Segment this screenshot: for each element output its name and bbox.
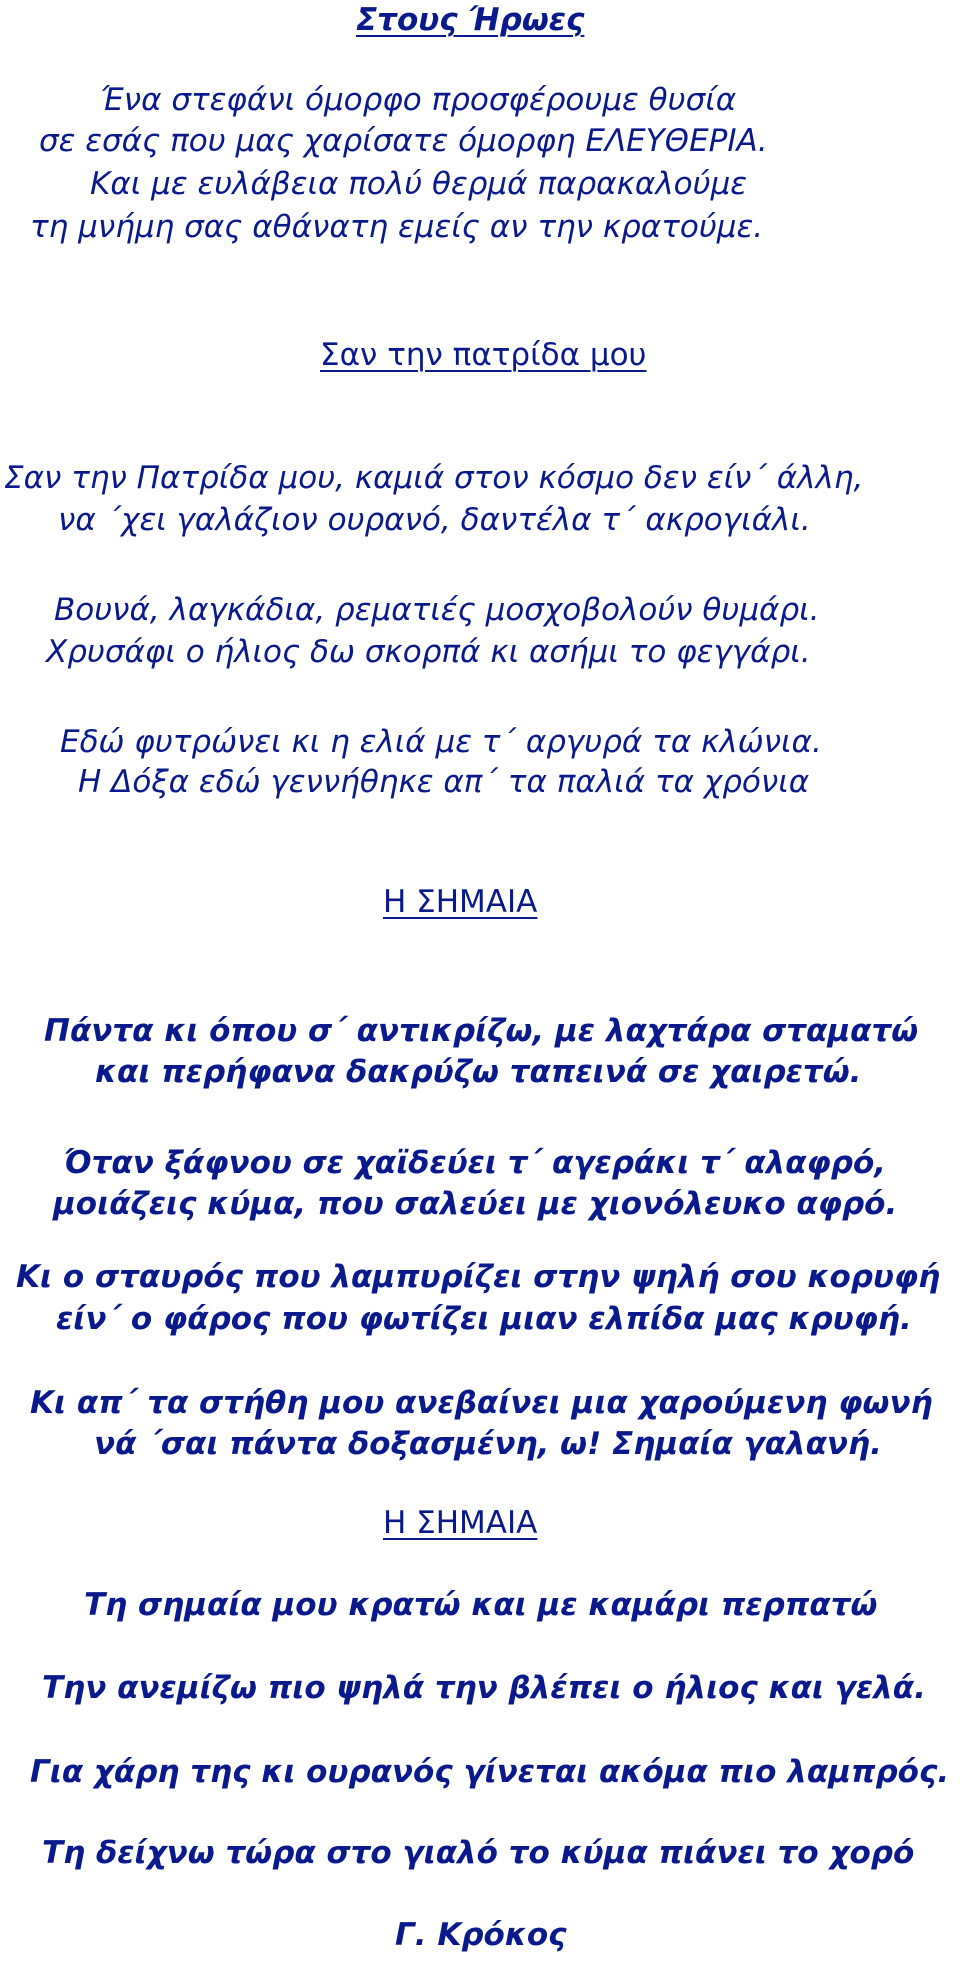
poem-2-line-3: Βουνά, λαγκάδια, ρεματιές μοσχοβολούν θυμάρι. xyxy=(54,592,820,628)
poem-3-line-5: Κι ο σταυρός που λαμπυρίζει στην ψηλή σου κορυφή xyxy=(16,1259,941,1295)
poem-1-line-2: σε εσάς που μας χαρίσατε όμορφη ΕΛΕΥΘΕΡΙΑ. xyxy=(39,123,768,159)
poem-3-line-3: Όταν ξάφνου σε χαϊδεύει τ΄ αγεράκι τ΄ αλαφρό, xyxy=(64,1145,887,1181)
poem-1-line-3: Και με ευλάβεια πολύ θερμά παρακαλούμε xyxy=(90,166,748,202)
poem-2-line-4: Χρυσάφι ο ήλιος δω σκορπά κι ασήμι το φεγγάρι. xyxy=(46,634,811,670)
poem-2-line-5: Εδώ φυτρώνει κι η ελιά με τ΄ αργυρά τα κλώνια. xyxy=(60,724,822,760)
poem-4-line-1: Τη σημαία μου κρατώ και με καμάρι περπατώ xyxy=(84,1587,878,1623)
poem-1-line-1: Ένα στεφάνι όμορφο προσφέρουμε θυσία xyxy=(100,82,737,118)
poem-3-title: Η ΣΗΜΑΙΑ xyxy=(383,884,538,920)
poem-3-line-8: νά ΄σαι πάντα δοξασμένη, ω! Σημαία γαλανή. xyxy=(94,1426,882,1462)
poem-4-title: Η ΣΗΜΑΙΑ xyxy=(383,1505,538,1541)
poem-3-line-2: και περήφανα δακρύζω ταπεινά σε χαιρετώ. xyxy=(95,1054,862,1090)
poem-2-line-1: Σαν την Πατρίδα μου, καμιά στον κόσμο δεν είν΄ άλλη, xyxy=(4,460,864,496)
poem-3-line-4: μοιάζεις κύμα, που σαλεύει με χιονόλευκο αφρό. xyxy=(53,1186,898,1222)
poem-2-title: Σαν την πατρίδα μου xyxy=(320,337,647,373)
poem-4-line-2: Την ανεμίζω πιο ψηλά την βλέπει ο ήλιος και γελά. xyxy=(42,1670,926,1706)
poem-3-line-7: Κι απ΄ τα στήθη μου ανεβαίνει μια χαρούμενη φωνή xyxy=(30,1385,933,1421)
poem-1-line-4: τη μνήμη σας αθάνατη εμείς αν την κρατούμε. xyxy=(30,209,764,245)
poem-2-line-2: να ΄χει γαλάζιον ουρανό, δαντέλα τ΄ ακρογιάλι. xyxy=(58,502,811,538)
poem-1-title: Στους Ήρωες xyxy=(356,2,585,38)
poem-4-line-4: Τη δείχνω τώρα στο γιαλό το κύμα πιάνει το χορό xyxy=(42,1835,915,1871)
poem-3-line-1: Πάντα κι όπου σ΄ αντικρίζω, με λαχτάρα σταματώ xyxy=(44,1013,919,1049)
poem-3-line-6: είν΄ ο φάρος που φωτίζει μιαν ελπίδα μας κρυφή. xyxy=(56,1301,912,1337)
poem-4-author: Γ. Κρόκος xyxy=(395,1917,567,1953)
poem-4-line-3: Για χάρη της κι ουρανός γίνεται ακόμα πιο λαμπρός. xyxy=(30,1754,950,1790)
poem-2-line-6: Η Δόξα εδώ γεννήθηκε απ΄ τα παλιά τα χρόνια xyxy=(78,764,810,800)
